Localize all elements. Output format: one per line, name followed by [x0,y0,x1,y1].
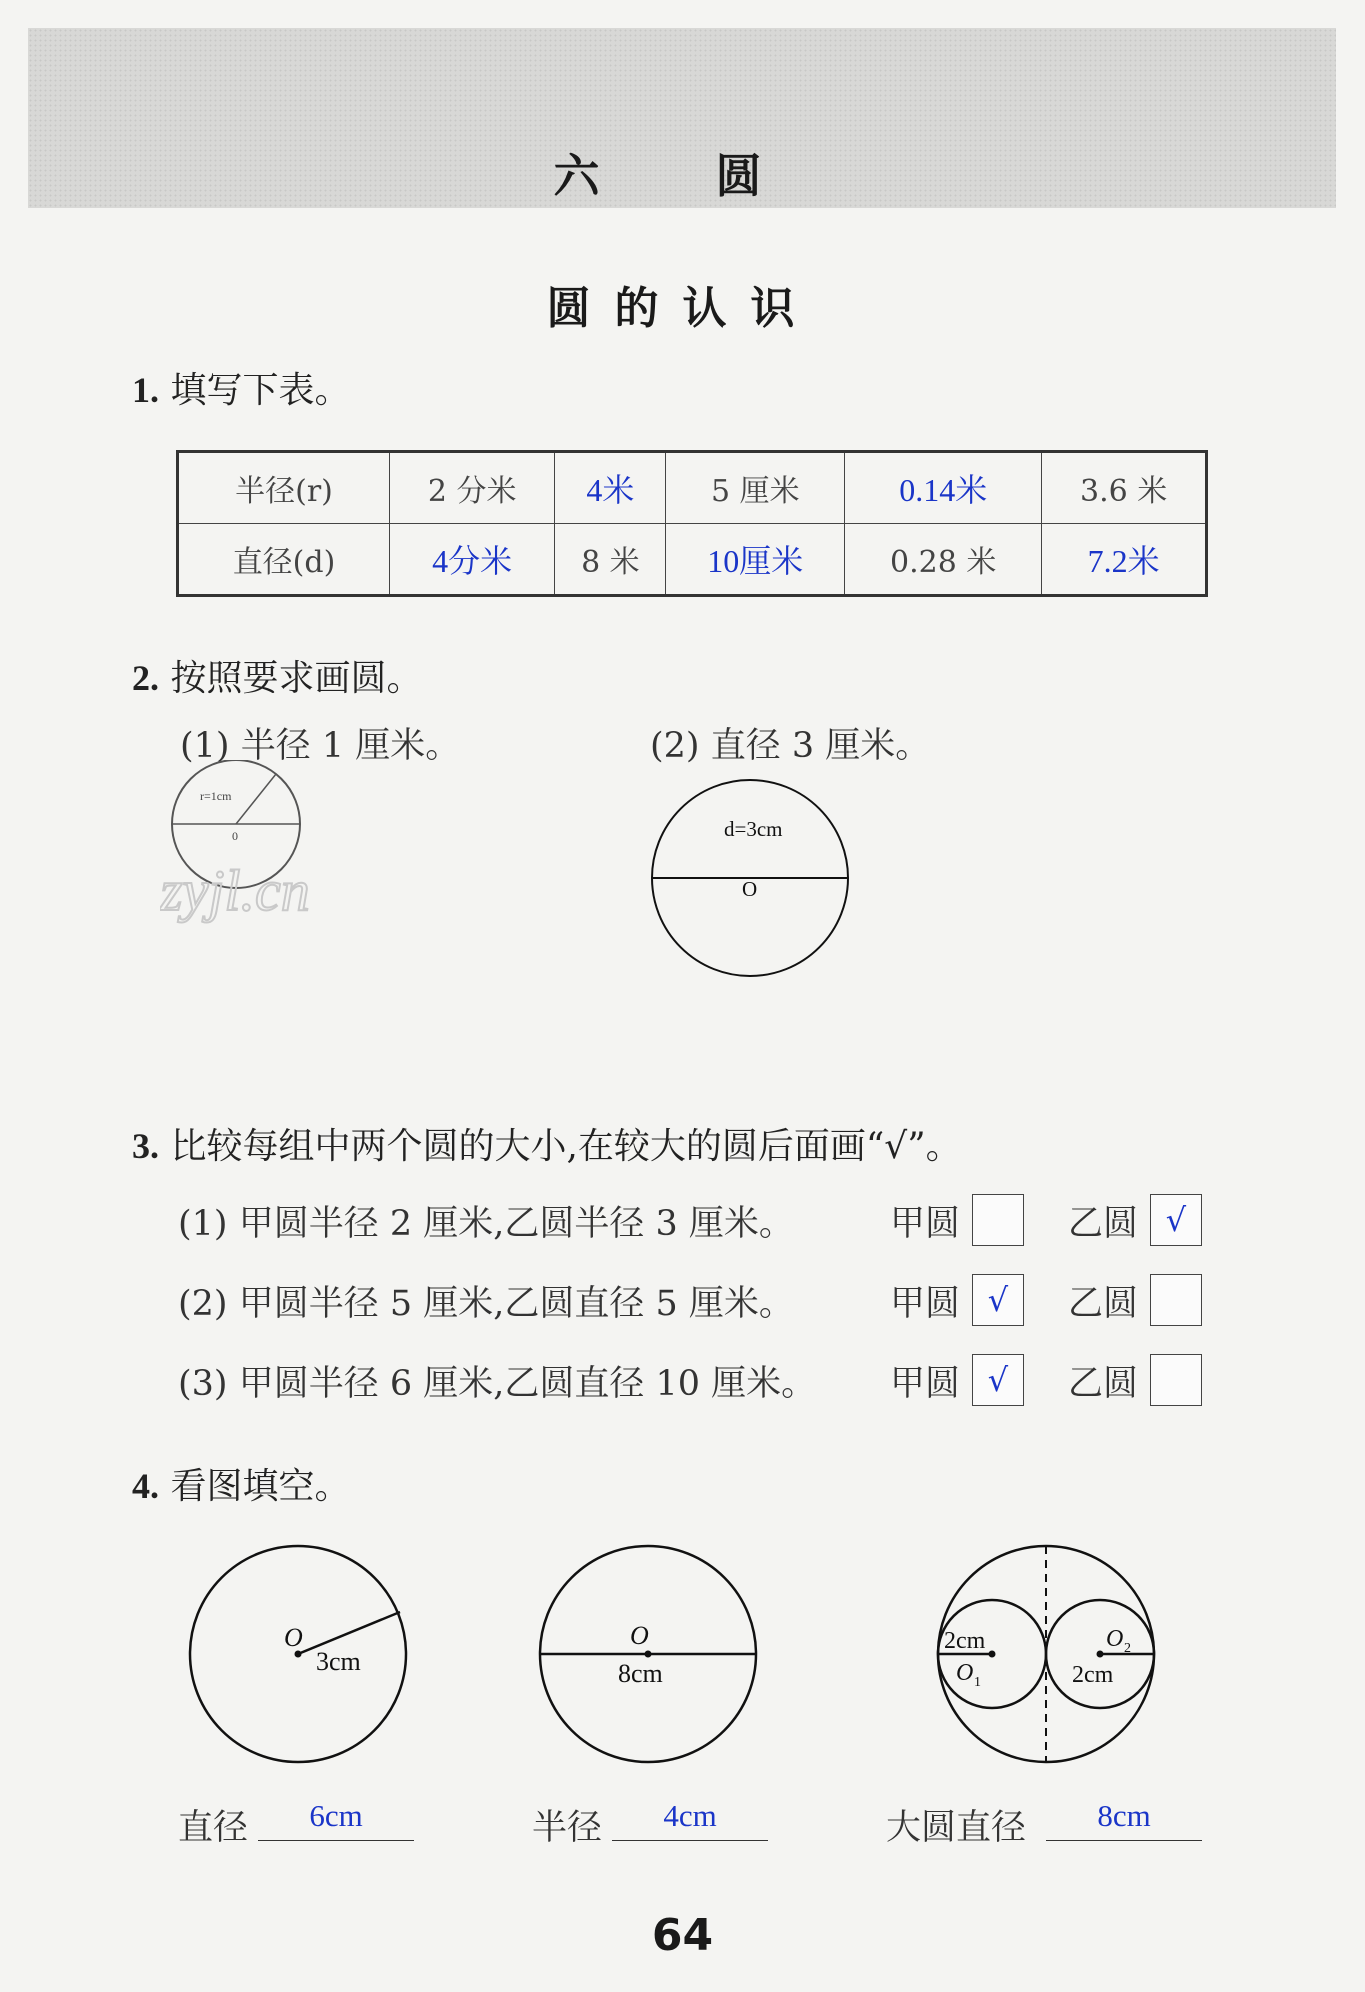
question-prompt: 按照要求画圆。 [170,658,423,699]
label-yi: 乙圆 [1068,1364,1139,1404]
fig1-center-label: O [284,1623,303,1652]
label-jia: 甲圆 [890,1364,961,1404]
check-box-jia-2[interactable]: √ [972,1274,1024,1326]
table-cell: 5 厘米 [666,452,845,524]
small-circle-radius [236,774,276,824]
question-number: 4. [132,1466,159,1506]
q2-drawing-large-circle [640,770,870,990]
label-jia: 甲圆 [890,1284,961,1324]
answer-cell: 0.14米 [845,452,1042,524]
small-circle-center: 0 [232,829,238,843]
fig2-center-dot [645,1651,652,1658]
table-cell: 8 米 [555,524,666,596]
fig3-center1-label: O [956,1660,974,1686]
fig1-answer: 6cm [309,1798,363,1833]
large-circle-label: d=3cm [724,817,783,841]
question-number: 3. [132,1126,159,1166]
label-yi: 乙圆 [1068,1204,1139,1244]
q3-item-2: (2) 甲圆半径 5 厘米,乙圆直径 5 厘米。 [178,1284,794,1324]
answer-cell: 4分米 [390,524,555,596]
answer-cell: 4米 [555,452,666,524]
q2-part1-label: (1) 半径 1 厘米。 [180,726,461,766]
q2-part2-label: (2) 直径 3 厘米。 [650,726,931,766]
fig2-measure: 8cm [618,1659,663,1688]
row-header: 直径(d) [178,524,390,596]
table-cell: 3.6 米 [1042,452,1207,524]
check-box-yi-1[interactable]: √ [1150,1194,1202,1246]
watermark: zyjl.cn [160,858,310,923]
question-1 [132,362,350,413]
q2-drawing-small-circle [160,760,400,940]
question-prompt: 看图填空。 [170,1466,351,1507]
q4-figure-2 [532,1538,772,1778]
question-number: 1. [132,370,159,410]
fig3-center2-label: O [1106,1626,1124,1652]
q3-item-3: (3) 甲圆半径 6 厘米,乙圆直径 10 厘米。 [178,1364,817,1404]
small-circle-label: r=1cm [200,789,232,803]
fig3-answer-blank[interactable] [1046,1840,1202,1841]
table-cell: 0.28 米 [845,524,1042,596]
fig2-question: 半径 [532,1808,603,1848]
question-4 [132,1458,350,1509]
fig3-center2-sub: 2 [1124,1641,1131,1656]
question-prompt: 填写下表。 [170,370,351,411]
q4-figure-1 [180,1538,420,1778]
row-header: 半径(r) [178,452,390,524]
chapter-title: 六 圆 [553,149,812,203]
fig3-measure1: 2cm [944,1628,986,1654]
question-prompt: 比较每组中两个圆的大小,在较大的圆后面画“√”。 [170,1126,962,1167]
check-box-yi-2[interactable] [1150,1274,1202,1326]
fig2-center-label: O [630,1621,649,1650]
label-yi: 乙圆 [1068,1284,1139,1324]
answer-cell: 7.2米 [1042,524,1207,596]
check-box-jia-3[interactable]: √ [972,1354,1024,1406]
table-row-diameter [178,524,1207,596]
fig2-answer: 4cm [663,1798,717,1833]
answer-cell: 10厘米 [666,524,845,596]
question-number: 2. [132,658,159,698]
q3-item-1: (1) 甲圆半径 2 厘米,乙圆半径 3 厘米。 [178,1204,794,1244]
question-2 [132,650,422,701]
fig3-measure2: 2cm [1072,1662,1114,1688]
fig1-question: 直径 [178,1808,249,1848]
fig3-center1-sub: 1 [974,1675,981,1690]
table-row-radius [178,452,1207,524]
fig3-answer: 8cm [1097,1798,1151,1833]
label-jia: 甲圆 [890,1204,961,1244]
page-number: 64 [651,1910,714,1961]
table-cell: 2 分米 [390,452,555,524]
fig3-center1-dot [989,1651,996,1658]
fig2-answer-blank[interactable] [612,1840,768,1841]
fig3-question: 大圆直径 [886,1808,1027,1848]
check-box-jia-1[interactable] [972,1194,1024,1246]
q4-figure-3 [930,1538,1170,1778]
radius-diameter-table [176,450,1208,597]
fig3-center2-dot [1097,1651,1104,1658]
section-title: 圆的认识 [546,283,819,334]
large-circle-center: O [742,877,758,901]
check-box-yi-3[interactable] [1150,1354,1202,1406]
question-3 [132,1118,962,1169]
fig1-answer-blank[interactable] [258,1840,414,1841]
fig1-measure: 3cm [316,1647,361,1676]
